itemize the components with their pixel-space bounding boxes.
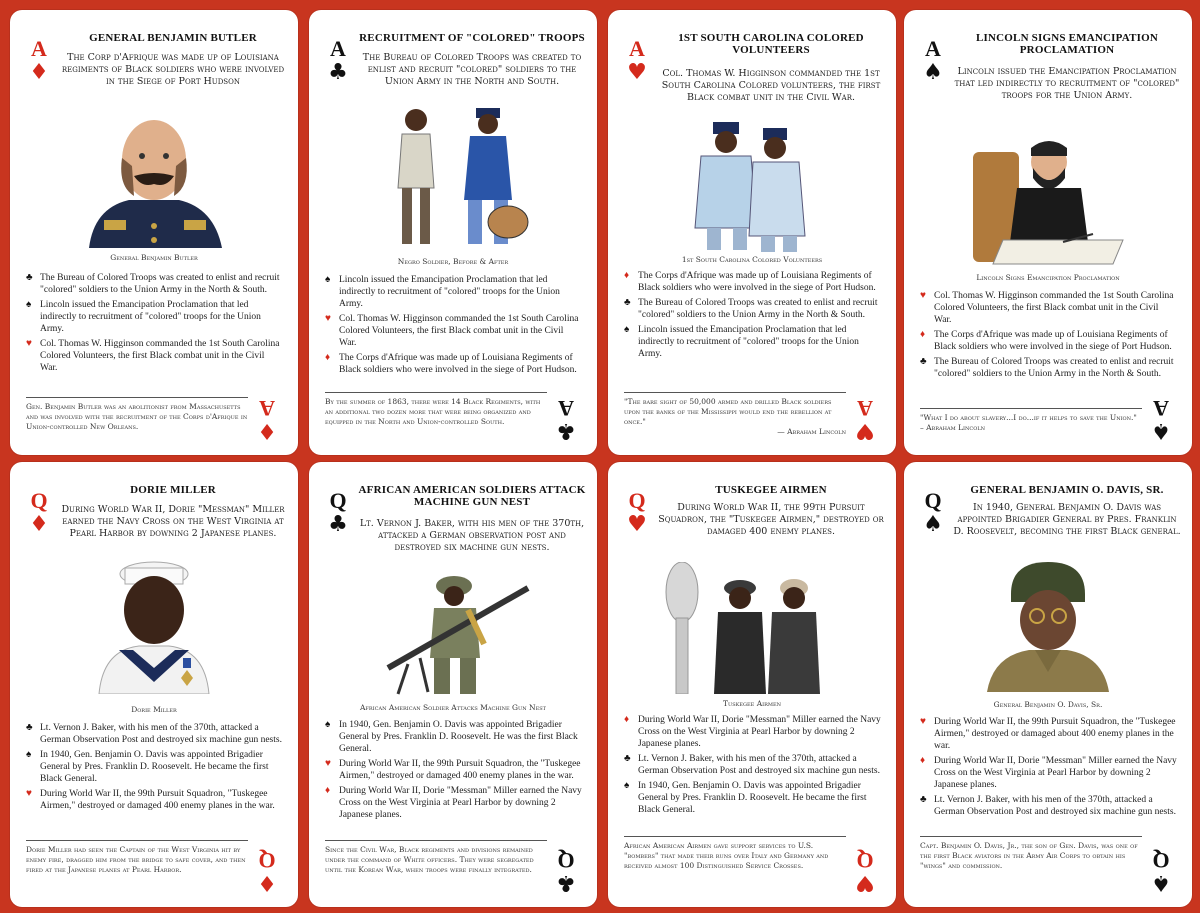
lincoln-illustration bbox=[963, 122, 1133, 272]
fact-text: In 1940, Gen. Benjamin O. Davis was appointed Brigadier General by Pres. Franklin D. Roosevelt. He became the first Black General. bbox=[40, 750, 269, 784]
fact-text: During World War II, the 99th Pursuit Squadron, "Tuskegee Airmen," destroyed or damaged 400 enemy planes in the war. bbox=[40, 789, 275, 811]
card-rank: A bbox=[330, 36, 346, 61]
spade-suit-icon: ♠ bbox=[624, 780, 630, 791]
fact-item bbox=[624, 270, 882, 294]
spade-suit-icon: ♠ bbox=[1151, 870, 1171, 895]
diamond-suit-icon: ♦ bbox=[257, 418, 277, 443]
fact-item bbox=[624, 714, 882, 750]
fact-text: Lt. Vernon J. Baker, with his men of the 370th, attacked a German Observation Post and destroyed six machine gun nests. bbox=[934, 795, 1176, 817]
diamond-suit-icon: ♦ bbox=[624, 270, 630, 281]
footer-text: Since the Civil War, Black regiments and divisions remained under the command of White officers. They were segregated until the Korean War, when troops were finally integrated. bbox=[325, 845, 534, 874]
fact-item bbox=[26, 272, 284, 296]
heart-suit-icon: ♥ bbox=[855, 870, 875, 895]
footer-text: "The bare sight of 50,000 armed and drilled Black soldiers upon the banks of the Mississippi would end the rebellion at once." bbox=[624, 397, 832, 426]
card-rank: A bbox=[31, 36, 47, 61]
fact-item bbox=[325, 785, 583, 821]
fact-text: During World War II, the 99th Pursuit Squadron, the "Tuskegee Airmen," destroyed or damaged about 400 enemy planes in the war. bbox=[934, 717, 1176, 751]
card-title: AFRICAN AMERICAN SOLDIERS ATTACK MACHINE GUN NEST bbox=[358, 484, 586, 508]
soldiers-illustration bbox=[677, 118, 827, 252]
fact-text: During World War II, the 99th Pursuit Squadron, the "Tuskegee Airmen," destroyed or damaged 400 enemy planes in the war. bbox=[339, 759, 581, 781]
diamond-suit-icon: ♦ bbox=[920, 755, 926, 766]
fact-list bbox=[624, 270, 882, 363]
heart-suit-icon: ♥ bbox=[26, 788, 32, 799]
card-queen-clubs bbox=[309, 462, 597, 907]
club-suit-icon: ♣ bbox=[26, 272, 33, 283]
art-caption: 1st South Carolina Colored Volunteers bbox=[681, 255, 823, 264]
club-suit-icon: ♣ bbox=[328, 60, 348, 85]
fact-item bbox=[26, 338, 284, 374]
spade-suit-icon: ♠ bbox=[1151, 418, 1171, 443]
fact-item bbox=[26, 722, 284, 746]
card-rank: Q bbox=[30, 488, 48, 513]
spade-suit-icon: ♠ bbox=[325, 719, 331, 730]
fact-item bbox=[325, 719, 583, 755]
fact-text: In 1940, Gen. Benjamin O. Davis was appointed Brigadier General by Pres. Franklin D. Roosevelt. He became the first Black General. bbox=[638, 781, 867, 815]
fact-item bbox=[624, 753, 882, 777]
quote-attribution: — Abraham Lincoln bbox=[777, 427, 846, 436]
card-rank: Q bbox=[258, 848, 276, 873]
fact-item bbox=[325, 313, 583, 349]
card-rank: A bbox=[259, 396, 275, 421]
club-suit-icon: ♣ bbox=[328, 512, 348, 537]
art-caption: African American Soldier Attacks Machine Gun Nest bbox=[360, 703, 546, 712]
card-rank: A bbox=[558, 396, 574, 421]
fact-text: Lt. Vernon J. Baker, with his men of the 370th, attacked a German Observation Post and destroyed six machine gun nests. bbox=[638, 754, 880, 776]
fact-text: During World War II, Dorie "Messman" Miller earned the Navy Cross on the West Virginia at Pearl Harbor by downing 2 Japanese planes. bbox=[934, 756, 1177, 790]
club-suit-icon: ♣ bbox=[556, 870, 576, 895]
footer-note bbox=[325, 840, 547, 875]
spade-suit-icon: ♠ bbox=[325, 274, 331, 285]
card-intro: During World War II, the 99th Pursuit Squadron, the "Tuskegee Airmen," destroyed or damaged 400 enemy planes. bbox=[658, 502, 884, 537]
spade-suit-icon: ♠ bbox=[624, 324, 630, 335]
lincoln-signing-at-desk bbox=[934, 122, 1162, 272]
card-rank: Q bbox=[924, 488, 942, 513]
card-ace-spades bbox=[904, 10, 1192, 455]
fact-item bbox=[325, 352, 583, 376]
card-rank: A bbox=[925, 36, 941, 61]
fact-text: Lt. Vernon J. Baker, with his men of the 370th, attacked a German Observation Post and destroyed six machine gun nests. bbox=[40, 723, 282, 745]
fact-item bbox=[325, 758, 583, 782]
card-ace-clubs bbox=[309, 10, 597, 455]
club-suit-icon: ♣ bbox=[556, 418, 576, 443]
fact-item bbox=[920, 755, 1178, 791]
card-rank: Q bbox=[856, 848, 874, 873]
card-intro: In 1940, General Benjamin O. Davis was appointed Brigadier General by Pres. Franklin D. Roosevelt, becoming the first Black general. bbox=[953, 502, 1181, 537]
heart-suit-icon: ♥ bbox=[627, 512, 647, 537]
footer-note bbox=[624, 392, 846, 437]
gunner-illustration bbox=[368, 568, 538, 698]
heart-suit-icon: ♥ bbox=[325, 313, 331, 324]
corner-index-inverted bbox=[852, 397, 878, 443]
corner-index bbox=[325, 38, 351, 84]
fact-text: Col. Thomas W. Higginson commanded the 1st South Carolina Colored Volunteers, the first Black combat unit in the Civil War. bbox=[40, 339, 280, 373]
fact-item bbox=[920, 794, 1178, 818]
corner-index bbox=[920, 490, 946, 536]
diamond-suit-icon: ♦ bbox=[325, 785, 331, 796]
diamond-suit-icon: ♦ bbox=[29, 60, 49, 85]
footer-note bbox=[920, 408, 1142, 433]
heart-suit-icon: ♥ bbox=[26, 338, 32, 349]
diamond-suit-icon: ♦ bbox=[920, 329, 926, 340]
art-caption: Tuskegee Airmen bbox=[722, 699, 781, 708]
fact-list bbox=[920, 716, 1178, 821]
spade-suit-icon: ♠ bbox=[923, 512, 943, 537]
heart-suit-icon: ♥ bbox=[855, 418, 875, 443]
fact-text: During World War II, Dorie "Messman" Miller earned the Navy Cross on the West Virginia at Pearl Harbor by downing 2 Japanese planes. bbox=[339, 786, 582, 820]
card-rank: Q bbox=[557, 848, 575, 873]
corner-index-inverted bbox=[254, 849, 280, 895]
corner-index bbox=[26, 38, 52, 84]
fact-item bbox=[26, 749, 284, 785]
art-caption: Dorie Miller bbox=[131, 705, 177, 714]
diamond-suit-icon: ♦ bbox=[325, 352, 331, 363]
card-rank: Q bbox=[1152, 848, 1170, 873]
club-suit-icon: ♣ bbox=[624, 297, 631, 308]
card-ace-diamonds bbox=[10, 10, 298, 455]
fact-text: The Corps d'Afrique was made up of Louisiana Regiments of Black soldiers who were involved in the siege of Port Hudson. bbox=[638, 271, 876, 293]
footer-text: Gen. Benjamin Butler was an abolitionist from Massachusetts and was involved with the recruitment of the Corps d'Afrique in Union-controlled New Orleans. bbox=[26, 402, 248, 431]
art-caption: General Benjamin Butler bbox=[110, 253, 198, 262]
fact-text: In 1940, Gen. Benjamin O. Davis was appointed Brigadier General by Pres. Franklin D. Roosevelt. He was the first Black General. bbox=[339, 720, 578, 754]
card-title: GENERAL BENJAMIN O. DAVIS, SR. bbox=[970, 484, 1164, 496]
card-rank: Q bbox=[329, 488, 347, 513]
card-title: GENERAL BENJAMIN BUTLER bbox=[89, 32, 257, 44]
footer-text: African American Airmen gave support services to U.S. "bombers" that made their runs over Italy and Germany and received almost 100 Distinguished Service Crosses. bbox=[624, 841, 829, 870]
corner-index bbox=[920, 38, 946, 84]
corner-index-inverted bbox=[553, 849, 579, 895]
soldier-with-machine-gun bbox=[339, 568, 567, 698]
fact-text: Col. Thomas W. Higginson commanded the 1st South Carolina Colored Volunteers, the first Black combat unit in the Civil War. bbox=[934, 291, 1174, 325]
card-rank: Q bbox=[628, 488, 646, 513]
club-suit-icon: ♣ bbox=[920, 356, 927, 367]
card-queen-hearts bbox=[608, 462, 896, 907]
dorie-miller-sailor bbox=[40, 554, 268, 694]
card-title: RECRUITMENT OF "COLORED" TROOPS bbox=[359, 32, 585, 44]
spade-suit-icon: ♠ bbox=[26, 749, 32, 760]
fact-list bbox=[26, 272, 284, 377]
airmen-illustration bbox=[662, 562, 842, 694]
fact-item bbox=[920, 356, 1178, 380]
fact-item bbox=[624, 324, 882, 360]
club-suit-icon: ♣ bbox=[624, 753, 631, 764]
footer-text: Capt. Benjamin O. Davis, Jr., the son of Gen. Davis, was one of the first Black aviators in the Army Air Corps to obtain his "wings" and commission. bbox=[920, 841, 1138, 870]
fact-text: Lincoln issued the Emancipation Proclamation that led indirectly to recruitment of "colored" troops for the Union Army. bbox=[40, 300, 261, 334]
fact-text: Col. Thomas W. Higginson commanded the 1st South Carolina Colored Volunteers, the first Black combat unit in the Civil War. bbox=[339, 314, 579, 348]
footer-text: By the summer of 1863, there were 14 Black Regiments, with an additional two dozen more that were being organized and equipped in the North and Union-controlled South. bbox=[325, 397, 541, 426]
footer-note bbox=[624, 836, 846, 871]
fact-text: Lincoln issued the Emancipation Proclamation that led indirectly to recruitment of "colored" troops for the Union Army. bbox=[339, 275, 560, 309]
card-intro: Col. Thomas W. Higginson commanded the 1st South Carolina Colored volunteers, the first Black combat unit in the Civil War. bbox=[661, 68, 881, 103]
card-title: DORIE MILLER bbox=[130, 484, 216, 496]
diamond-suit-icon: ♦ bbox=[257, 870, 277, 895]
fact-list bbox=[325, 719, 583, 824]
negro-soldier-before-after bbox=[339, 104, 567, 252]
card-rank: A bbox=[629, 36, 645, 61]
corner-index bbox=[26, 490, 52, 536]
fact-text: The Corps d'Afrique was made up of Louisiana Regiments of Black soldiers who were involved in the siege of Port Hudson. bbox=[339, 353, 577, 375]
fact-item bbox=[624, 780, 882, 816]
fact-item bbox=[920, 716, 1178, 752]
art-caption: Lincoln Signs Emancipation Proclamation bbox=[976, 273, 1120, 282]
footer-text: "What I do about slavery...I do...if it helps to save the Union." – Abraham Lincoln bbox=[920, 413, 1137, 432]
heart-suit-icon: ♥ bbox=[325, 758, 331, 769]
corner-index bbox=[325, 490, 351, 536]
fact-list bbox=[624, 714, 882, 819]
corner-index bbox=[624, 490, 650, 536]
heart-suit-icon: ♥ bbox=[627, 60, 647, 85]
fact-item bbox=[26, 788, 284, 812]
fact-item bbox=[624, 297, 882, 321]
corner-index-inverted bbox=[553, 397, 579, 443]
footer-note bbox=[325, 392, 547, 427]
card-intro: During World War II, Dorie "Messman" Miller earned the Navy Cross on the West Virginia at Pearl Harbor by downing 2 Japanese planes. bbox=[61, 504, 285, 539]
fact-item bbox=[920, 290, 1178, 326]
fact-list bbox=[26, 722, 284, 815]
corner-index-inverted bbox=[254, 397, 280, 443]
corner-index bbox=[624, 38, 650, 84]
spade-suit-icon: ♠ bbox=[923, 60, 943, 85]
footer-note bbox=[920, 836, 1142, 871]
card-ace-hearts bbox=[608, 10, 896, 455]
card-rank: A bbox=[857, 396, 873, 421]
fact-text: During World War II, Dorie "Messman" Miller earned the Navy Cross on the West Virginia at Pearl Harbor by downing 2 Japanese planes. bbox=[638, 715, 881, 749]
fact-list bbox=[325, 274, 583, 379]
fact-text: The Bureau of Colored Troops was created to enlist and recruit "colored" soldiers to the Union Army in the North & South. bbox=[638, 298, 878, 320]
two-airmen-and-propeller bbox=[638, 562, 866, 694]
fact-text: The Corps d'Afrique was made up of Louisiana Regiments of Black soldiers who were involved in the siege of Port Hudson. bbox=[934, 330, 1172, 352]
diamond-suit-icon: ♦ bbox=[624, 714, 630, 725]
card-intro: The Bureau of Colored Troops was created to enlist and recruit "colored" soldiers to the Union Army in the North and South. bbox=[362, 52, 582, 87]
fact-text: The Bureau of Colored Troops was created to enlist and recruit "colored" soldiers to the Union Army in the North & South. bbox=[40, 273, 280, 295]
art-caption: Negro Soldier, Before & After bbox=[397, 257, 509, 266]
corner-index-inverted bbox=[1148, 397, 1174, 443]
sailor-illustration bbox=[79, 554, 229, 694]
footer-note bbox=[26, 840, 248, 875]
general-davis-helmet-portrait bbox=[934, 554, 1162, 692]
card-queen-diamonds bbox=[10, 462, 298, 907]
corner-index-inverted bbox=[1148, 849, 1174, 895]
card-intro: The Corp d'Afrique was made up of Louisiana regiments of Black soldiers who were involved in the Siege of Port Hudson bbox=[61, 52, 285, 87]
club-suit-icon: ♣ bbox=[26, 722, 33, 733]
general-butler-portrait bbox=[40, 108, 268, 248]
card-intro: Lt. Vernon J. Baker, with his men of the 370th, attacked a German observation post and destroyed six machine gun nests. bbox=[359, 518, 585, 553]
fact-item bbox=[325, 274, 583, 310]
heart-suit-icon: ♥ bbox=[920, 716, 926, 727]
corner-index-inverted bbox=[852, 849, 878, 895]
art-caption: General Benjamin O. Davis, Sr. bbox=[993, 700, 1103, 709]
fact-text: The Bureau of Colored Troops was created to enlist and recruit "colored" soldiers to the Union Army in the North & South. bbox=[934, 357, 1174, 379]
card-rank: A bbox=[1153, 396, 1169, 421]
footer-note bbox=[26, 397, 248, 432]
card-title: 1ST SOUTH CAROLINA COLORED VOLUNTEERS bbox=[678, 32, 864, 56]
heart-suit-icon: ♥ bbox=[920, 290, 926, 301]
fact-item bbox=[920, 329, 1178, 353]
general-illustration bbox=[973, 554, 1123, 692]
two-soldiers-in-capes bbox=[638, 118, 866, 252]
footer-text: Dorie Miller had seen the Captain of the West Virginia hit by enemy fire, dragged him from the bridge to safe cover, and then fired at the Japanese planes at Pearl Harbor. bbox=[26, 845, 246, 874]
two-figures-illustration bbox=[368, 104, 538, 252]
fact-list bbox=[920, 290, 1178, 383]
card-queen-spades bbox=[904, 462, 1192, 907]
spade-suit-icon: ♠ bbox=[26, 299, 32, 310]
card-title: TUSKEGEE AIRMEN bbox=[715, 484, 827, 496]
card-title: LINCOLN SIGNS EMANCIPATION PROCLAMATION bbox=[975, 32, 1159, 56]
diamond-suit-icon: ♦ bbox=[29, 512, 49, 537]
card-intro: Lincoln issued the Emancipation Proclamation that led indirectly to recruitment of "colored" troops for the Union Army. bbox=[954, 66, 1180, 101]
fact-text: Lincoln issued the Emancipation Proclamation that led indirectly to recruitment of "colored" troops for the Union Army. bbox=[638, 325, 859, 359]
fact-item bbox=[26, 299, 284, 335]
club-suit-icon: ♣ bbox=[920, 794, 927, 805]
portrait-illustration bbox=[74, 108, 234, 248]
